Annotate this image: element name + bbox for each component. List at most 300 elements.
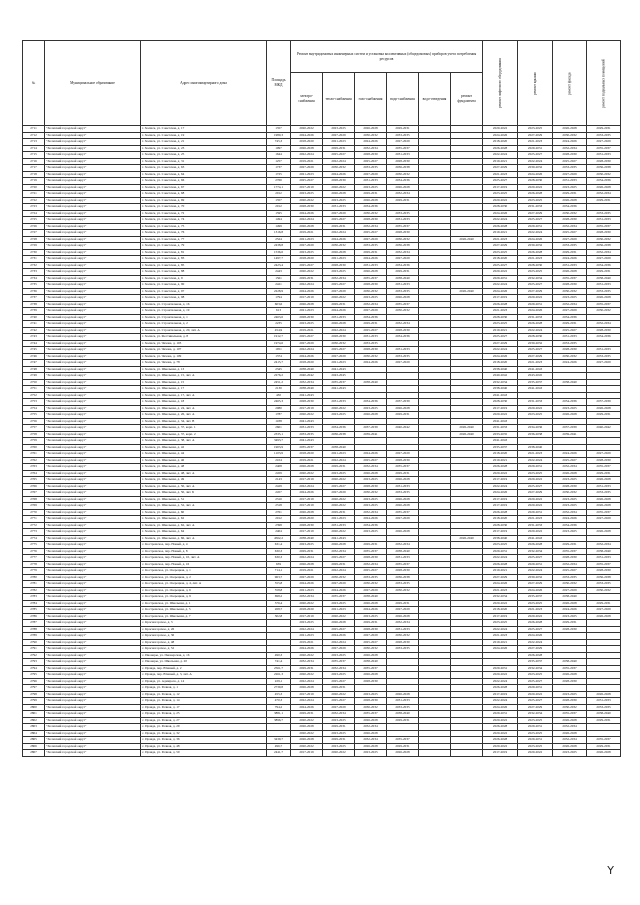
table-cell: 2022-2024 bbox=[518, 327, 553, 334]
table-cell: 2039-2041 bbox=[355, 431, 387, 438]
table-cell: г. Холмск, ул. Школьная, д. 17 bbox=[141, 386, 267, 393]
table-cell: 2031-2033 bbox=[387, 217, 419, 224]
table-cell: 2024-2026 bbox=[323, 587, 355, 594]
table-cell: 2025-2027 bbox=[355, 639, 387, 646]
table-cell: 2029-2031 bbox=[323, 145, 355, 152]
table-cell: 2023-2025 bbox=[518, 126, 553, 133]
table-cell: 2038-2040 bbox=[518, 444, 553, 451]
table-cell: "Холмский городской округ" bbox=[45, 503, 141, 510]
table-cell: 2041-2043 bbox=[323, 386, 355, 393]
table-cell: 2019-2021 bbox=[291, 568, 323, 575]
table-cell: 2029-2031 bbox=[387, 269, 419, 276]
table-cell: 2023-2025 bbox=[323, 269, 355, 276]
table-cell: 2033-2035 bbox=[387, 132, 419, 139]
table-cell: с. Правда, ул. Речная, д. 29 bbox=[141, 724, 267, 731]
table-cell: 2020-2022 bbox=[483, 600, 518, 607]
table-cell: 2032-2034 bbox=[387, 191, 419, 198]
table-cell: "Холмский городской округ" bbox=[45, 594, 141, 601]
table-cell: 2747 bbox=[23, 360, 45, 367]
table-cell: 2031-2033 bbox=[323, 399, 355, 406]
table-cell: 2033-2035 bbox=[587, 704, 621, 711]
table-cell: 2028-2030 bbox=[387, 327, 419, 334]
table-cell: 2030-2032 bbox=[387, 633, 419, 640]
table-cell: 2021-2023 bbox=[483, 587, 518, 594]
table-cell: 2463,6 bbox=[267, 314, 291, 321]
table-cell: 2017-2019 bbox=[483, 750, 518, 757]
table-cell: 2026-2028 bbox=[291, 464, 323, 471]
table-cell: 2023-2025 bbox=[518, 717, 553, 724]
table-cell: "Холмский городской округ" bbox=[45, 145, 141, 152]
table-cell: 2019-2021 bbox=[483, 639, 518, 646]
table-cell: "Холмский городской округ" bbox=[45, 360, 141, 367]
table-cell: "Холмский городской округ" bbox=[45, 210, 141, 217]
table-cell: 794,2 bbox=[267, 704, 291, 711]
table-cell: 2787 bbox=[23, 620, 45, 627]
table-cell: г. Холмск, ул. Школьная, д. 15, лит. А bbox=[141, 373, 267, 380]
table-cell: г. Холмск, ул. Школьная, д. 15 bbox=[141, 379, 267, 386]
table-cell: "Холмский городской округ" bbox=[45, 626, 141, 633]
table-cell: 2797 bbox=[23, 685, 45, 692]
table-cell: г. Холмск, ул. Советская, д. 21 bbox=[141, 139, 267, 146]
table-cell: 2714 bbox=[23, 145, 45, 152]
table-cell: г. Холмск, ул. Советская, д. 83 bbox=[141, 256, 267, 263]
table-cell: 2031-2033 bbox=[387, 152, 419, 159]
table-cell: 2027-2029 bbox=[355, 587, 387, 594]
table-cell: 2024-2026 bbox=[483, 132, 518, 139]
table-cell: 2028-2030 bbox=[387, 568, 419, 575]
table-cell: 2033-2035 bbox=[587, 210, 621, 217]
table-cell: 2018-2020 bbox=[291, 607, 323, 614]
table-cell: 2018-2020 bbox=[483, 516, 518, 523]
table-cell: 2020-2022 bbox=[518, 496, 553, 503]
table-cell: 2025-2027 bbox=[483, 262, 518, 269]
table-cell: 2033-2035 bbox=[387, 581, 419, 588]
table-cell: 2038-2040 bbox=[387, 711, 419, 718]
table-cell: 2035-2037 bbox=[387, 509, 419, 516]
table-cell: 2021-2023 bbox=[291, 171, 323, 178]
table-cell: 2228,9 bbox=[267, 288, 291, 295]
table-cell: 2036-2038 bbox=[323, 431, 355, 438]
table-cell: 2021-2023 bbox=[518, 451, 553, 458]
table-cell: 2025-2027 bbox=[553, 230, 587, 237]
table-cell: 2025-2027 bbox=[518, 678, 553, 685]
table-cell: 2746 bbox=[23, 353, 45, 360]
table-cell: 2034-2036 bbox=[387, 262, 419, 269]
table-cell: 2720 bbox=[23, 184, 45, 191]
table-cell: 2028-2030 bbox=[355, 678, 387, 685]
table-cell: 2020-2022 bbox=[483, 717, 518, 724]
table-cell: 2032-2034 bbox=[587, 191, 621, 198]
table-cell: 2024-2026 bbox=[483, 490, 518, 497]
table-cell: "Холмский городской округ" bbox=[45, 444, 141, 451]
table-cell: 2020-2022 bbox=[323, 503, 355, 510]
table-cell: 2023-2025 bbox=[323, 600, 355, 607]
table-cell: 2031-2033 bbox=[387, 483, 419, 490]
table-cell: 2026-2028 bbox=[387, 529, 419, 536]
table-cell: 2017-2019 bbox=[291, 750, 323, 757]
table-cell: 2018-2020 bbox=[291, 451, 323, 458]
table-cell: 2027-2029 bbox=[291, 243, 323, 250]
table-cell: 2027-2029 bbox=[355, 633, 387, 640]
table-cell: 2024-2026 bbox=[323, 171, 355, 178]
table-cell: 2025-2027 bbox=[355, 327, 387, 334]
table-cell bbox=[419, 750, 451, 757]
table-cell: 2025-2027 bbox=[323, 678, 355, 685]
table-cell: 2310 bbox=[267, 496, 291, 503]
table-cell: 2031-2033 bbox=[587, 152, 621, 159]
table-cell: 2033-2035 bbox=[387, 490, 419, 497]
table-cell: 2025-2027 bbox=[291, 334, 323, 341]
table-cell: 2020-2022 bbox=[291, 269, 323, 276]
table-cell: г. Холмск, ул. Школьная, д. 64 bbox=[141, 529, 267, 536]
table-cell: 1494 bbox=[267, 217, 291, 224]
table-cell: 2024-2026 bbox=[355, 139, 387, 146]
table-cell: 2739,8 bbox=[267, 685, 291, 692]
table-cell: 2028-2030 bbox=[291, 522, 323, 529]
table-cell: 2041-2043 bbox=[323, 366, 355, 373]
table-cell: 2028-2030 bbox=[355, 152, 387, 159]
table-cell: 1595 bbox=[267, 210, 291, 217]
header-sewer: водо-отведения bbox=[419, 73, 451, 126]
table-cell: 2726 bbox=[23, 223, 45, 230]
table-cell: 2790 bbox=[23, 639, 45, 646]
table-cell: 2451,2 bbox=[267, 379, 291, 386]
table-cell: 2020-2022 bbox=[483, 269, 518, 276]
table-cell: 2032-2034 bbox=[553, 724, 587, 731]
table-cell: 2026-2040 bbox=[451, 431, 483, 438]
table-cell: 2032-2034 bbox=[387, 321, 419, 328]
table-cell: 2021-2023 bbox=[518, 607, 553, 614]
table-cell: 1103,9 bbox=[267, 451, 291, 458]
table-cell: 2026-2028 bbox=[387, 477, 419, 484]
table-cell: 2038-2040 bbox=[483, 535, 518, 542]
table-cell: 2020-2022 bbox=[323, 496, 355, 503]
table-cell: 2345 bbox=[267, 366, 291, 373]
table-cell: 1497,7 bbox=[267, 256, 291, 263]
table-cell: "Холмский городской округ" bbox=[45, 535, 141, 542]
table-cell: "Холмский городской округ" bbox=[45, 574, 141, 581]
table-cell: 2758 bbox=[23, 431, 45, 438]
table-cell: 2020-2022 bbox=[291, 652, 323, 659]
table-cell: 2024-2026 bbox=[291, 353, 323, 360]
table-cell: 2763 bbox=[23, 464, 45, 471]
table-cell: 2035-2037 bbox=[587, 464, 621, 471]
table-cell: 2032-2034 bbox=[553, 223, 587, 230]
table-cell: 2038-2040 bbox=[291, 366, 323, 373]
table-cell: "Холмский городской округ" bbox=[45, 633, 141, 640]
table-cell: 2017-2019 bbox=[483, 295, 518, 302]
table-cell: 2028-2030 bbox=[483, 204, 518, 211]
table-cell: 2026-2040 bbox=[451, 236, 483, 243]
table-cell: 2031-2033 bbox=[553, 262, 587, 269]
table-cell: 2026-2028 bbox=[387, 295, 419, 302]
table-cell: 2019-2021 bbox=[291, 327, 323, 334]
table-cell: г. Холмск, ул. Школьная, д. 60 bbox=[141, 509, 267, 516]
table-cell: г. Холмск, ул. Строительная, д. 16 bbox=[141, 301, 267, 308]
table-cell: 2025-2027 bbox=[553, 158, 587, 165]
table-cell: 2028-2030 bbox=[518, 178, 553, 185]
table-cell: 2019-2021 bbox=[291, 639, 323, 646]
table-cell: "Холмский городской округ" bbox=[45, 522, 141, 529]
table-cell: 2749 bbox=[23, 373, 45, 380]
table-cell: "Холмский городской округ" bbox=[45, 483, 141, 490]
table-cell: 2035-2037 bbox=[387, 464, 419, 471]
table-cell: 2028-2030 bbox=[291, 314, 323, 321]
table-cell: 2019-2021 bbox=[291, 457, 323, 464]
table-cell: 2029-2031 bbox=[323, 724, 355, 731]
table-cell: 1188 bbox=[267, 418, 291, 425]
table-cell: "Холмский городской округ" bbox=[45, 542, 141, 549]
table-cell: 2032-2034 bbox=[355, 561, 387, 568]
header-municipality: Муниципальное образование bbox=[45, 41, 141, 126]
table-cell: г. Холмск, ул. Советская, д. 77 bbox=[141, 236, 267, 243]
table-cell: 2019-2021 bbox=[291, 230, 323, 237]
table-cell: 2027-2029 bbox=[553, 587, 587, 594]
table-cell: 2024-2026 bbox=[553, 139, 587, 146]
table-cell: 2038-2040 bbox=[483, 386, 518, 393]
table-cell: 2029-2031 bbox=[483, 275, 518, 282]
table-cell: "Холмский городской округ" bbox=[45, 613, 141, 620]
table-cell: 2038-2040 bbox=[553, 594, 587, 601]
table-cell: 2023-2025 bbox=[323, 197, 355, 204]
table-cell: 2029-2031 bbox=[291, 711, 323, 718]
table-cell: 2024-2026 bbox=[518, 236, 553, 243]
table-cell: 698,2 bbox=[267, 594, 291, 601]
table-cell: 2017-2019 bbox=[291, 477, 323, 484]
table-cell: 2030-2032 bbox=[587, 171, 621, 178]
table-cell: 2023-2025 bbox=[291, 249, 323, 256]
table-cell: 2021-2023 bbox=[483, 171, 518, 178]
table-cell: 2029-2031 bbox=[518, 685, 553, 692]
table-cell: 2024-2026 bbox=[291, 210, 323, 217]
header-facade: ремонт фасада bbox=[553, 41, 587, 126]
table-cell: 2030-2032 bbox=[355, 210, 387, 217]
table-cell: 2022-2024 bbox=[323, 457, 355, 464]
table-cell: 2027-2029 bbox=[518, 288, 553, 295]
table-cell: 2793 bbox=[23, 659, 45, 666]
table-cell: 555,8 bbox=[267, 581, 291, 588]
table-cell: 2035-2037 bbox=[355, 548, 387, 555]
table-cell: 2732 bbox=[23, 262, 45, 269]
table-cell: 2020-2022 bbox=[323, 405, 355, 412]
table-cell: 2017-2019 bbox=[291, 405, 323, 412]
table-cell: 2026-2028 bbox=[323, 620, 355, 627]
table-cell: 2033-2035 bbox=[355, 165, 387, 172]
table-cell: 2020-2022 bbox=[291, 672, 323, 679]
table-cell: 2022-2024 bbox=[291, 678, 323, 685]
table-cell: 2023-2025 bbox=[518, 600, 553, 607]
table-cell: 2022-2024 bbox=[291, 347, 323, 354]
table-cell: 2035-2037 bbox=[587, 561, 621, 568]
table-cell: "Холмский городской округ" bbox=[45, 691, 141, 698]
table-cell: 2024-2026 bbox=[355, 256, 387, 263]
table-cell: 2031-2033 bbox=[587, 555, 621, 562]
table-cell: 2027-2029 bbox=[483, 340, 518, 347]
table-cell: 2020-2022 bbox=[483, 470, 518, 477]
table-cell: "Холмский городской округ" bbox=[45, 457, 141, 464]
table-cell: 2020-2022 bbox=[323, 613, 355, 620]
table-cell: 2029-2031 bbox=[323, 509, 355, 516]
table-cell: 2038-2040 bbox=[553, 659, 587, 666]
table-cell: с. Красногорское, д. 52 bbox=[141, 646, 267, 653]
table-cell: 2028-2030 bbox=[323, 178, 355, 185]
table-cell: 2765 bbox=[23, 477, 45, 484]
table-cell: с. Правда, ул. Речная, д. 27 bbox=[141, 717, 267, 724]
table-cell: 2029-2031 bbox=[553, 542, 587, 549]
table-cell: 2524 bbox=[267, 236, 291, 243]
table-cell: г. Холмск, ул. Чехова, д. 107 bbox=[141, 347, 267, 354]
table-cell: 2032-2034 bbox=[323, 665, 355, 672]
table-cell: 2018-2020 bbox=[483, 256, 518, 263]
table-cell: 2021-2023 bbox=[291, 236, 323, 243]
table-cell: 3881,1 bbox=[267, 711, 291, 718]
table-cell: 2719 bbox=[23, 178, 45, 185]
table-cell: 4562,2 bbox=[267, 535, 291, 542]
table-cell: 2023-2025 bbox=[518, 197, 553, 204]
table-cell: 2031-2033 bbox=[518, 399, 553, 406]
table-cell: 2771 bbox=[23, 516, 45, 523]
table-cell: 2012 bbox=[267, 191, 291, 198]
table-cell: 2711 bbox=[23, 126, 45, 133]
table-cell: 2022-2024 bbox=[323, 230, 355, 237]
table-cell: 2020-2022 bbox=[323, 691, 355, 698]
table-cell: 2012 bbox=[267, 204, 291, 211]
table-cell: 2017-2019 bbox=[483, 503, 518, 510]
table-cell: 2026-2028 bbox=[587, 477, 621, 484]
table-cell: 2026-2028 bbox=[355, 412, 387, 419]
table-cell: 2780 bbox=[23, 574, 45, 581]
table-cell: 2027-2029 bbox=[291, 340, 323, 347]
table-cell: "Холмский городской округ" bbox=[45, 509, 141, 516]
table-cell: 2028-2030 bbox=[355, 555, 387, 562]
table-cell: 2027-2029 bbox=[553, 236, 587, 243]
table-cell: "Холмский городской округ" bbox=[45, 665, 141, 672]
table-cell: с. Правда, ул. Речная, д. 17 bbox=[141, 704, 267, 711]
table-cell: 2025-2027 bbox=[355, 568, 387, 575]
table-cell: 2029-2031 bbox=[323, 223, 355, 230]
table-cell: 1097 bbox=[267, 145, 291, 152]
table-cell: 2031-2033 bbox=[387, 282, 419, 289]
table-cell: 2031-2033 bbox=[587, 698, 621, 705]
table-cell: 2021-2023 bbox=[291, 587, 323, 594]
table-cell: 2027-2029 bbox=[291, 165, 323, 172]
table-cell: "Холмский городской округ" bbox=[45, 275, 141, 282]
table-cell: г. Холмск, ул. Советская, д. 72 bbox=[141, 210, 267, 217]
table-cell: 2754 bbox=[23, 405, 45, 412]
table-cell: г. Холмск, ул. Советская, д. 19 bbox=[141, 132, 267, 139]
table-cell: 2737 bbox=[23, 295, 45, 302]
table-cell: "Холмский городской округ" bbox=[45, 334, 141, 341]
table-cell: 2028-2030 bbox=[587, 230, 621, 237]
table-cell: г. Холмск, ул. Школьная, д. 49 bbox=[141, 477, 267, 484]
table-cell: 2020-2022 bbox=[518, 750, 553, 757]
table-cell: 2032-2034 bbox=[355, 464, 387, 471]
table-cell: 2031-2033 bbox=[291, 425, 323, 432]
table-cell: "Холмский городской округ" bbox=[45, 477, 141, 484]
table-cell: 430 bbox=[267, 392, 291, 399]
table-cell: 2019-2021 bbox=[483, 230, 518, 237]
table-cell: 2019-2021 bbox=[291, 158, 323, 165]
table-cell: г. Холмск, ул. Школьная, д. 52, лит. А bbox=[141, 503, 267, 510]
table-cell: 2018-2020 bbox=[483, 451, 518, 458]
table-cell: 2736 bbox=[23, 288, 45, 295]
table-cell: 2276,2 bbox=[267, 373, 291, 380]
table-cell: 470,3 bbox=[267, 698, 291, 705]
table-cell: 2026-2028 bbox=[587, 503, 621, 510]
table-cell: 2717 bbox=[23, 165, 45, 172]
table-cell: 2026-2028 bbox=[291, 301, 323, 308]
table-cell: 2712 bbox=[23, 132, 45, 139]
table-cell: 2026-2028 bbox=[553, 717, 587, 724]
table-cell: 2029-2031 bbox=[553, 620, 587, 627]
table-cell: 2018-2020 bbox=[291, 516, 323, 523]
table-cell: 2026-2028 bbox=[553, 197, 587, 204]
table-cell: 268,7 bbox=[267, 607, 291, 614]
table-cell: 2036-2038 bbox=[587, 243, 621, 250]
table-cell: 1561 bbox=[267, 275, 291, 282]
table-cell: 2026-2028 bbox=[553, 672, 587, 679]
table-cell: 2028-2030 bbox=[553, 152, 587, 159]
table-cell: 2029-2031 bbox=[323, 561, 355, 568]
table-cell: 2029-2031 bbox=[518, 145, 553, 152]
table-cell: 2035-2037 bbox=[518, 659, 553, 666]
table-cell: 2030-2032 bbox=[387, 587, 419, 594]
table-cell: 2025-2027 bbox=[553, 568, 587, 575]
table-cell: 2023-2025 bbox=[323, 652, 355, 659]
table-cell: 2030-2032 bbox=[518, 165, 553, 172]
table-cell: г. Холмск, ул. Советская, д. 17 bbox=[141, 126, 267, 133]
table-cell: с. Правда, ул. Речная, д. 48 bbox=[141, 743, 267, 750]
table-cell: 2724 bbox=[23, 210, 45, 217]
table-cell: 2024-2026 bbox=[291, 288, 323, 295]
table-cell: 2027-2029 bbox=[387, 451, 419, 458]
table-cell: 1499 bbox=[267, 223, 291, 230]
table-cell: 2030-2032 bbox=[355, 288, 387, 295]
table-cell: 2029-2031 bbox=[587, 197, 621, 204]
table-cell: с. Костромское, пер. Новый, д. 10, лит. А bbox=[141, 555, 267, 562]
table-cell: 2023-2025 bbox=[355, 477, 387, 484]
table-cell: с. Костромское, ул. Озерецкая, д. 6 bbox=[141, 587, 267, 594]
table-cell: 2027-2029 bbox=[387, 516, 419, 523]
table-cell: 2023-2025 bbox=[355, 613, 387, 620]
table-cell: 2026-2028 bbox=[587, 691, 621, 698]
table-cell: 2024-2026 bbox=[355, 451, 387, 458]
table-cell: 2021-2023 bbox=[518, 516, 553, 523]
table-cell: 2023-2025 bbox=[518, 743, 553, 750]
table-cell: с. Костромское, ул. Озерецкая, д. 4, лит. А bbox=[141, 581, 267, 588]
table-cell: 2768 bbox=[23, 496, 45, 503]
table-cell: 2028-2030 bbox=[355, 217, 387, 224]
table-cell: 2029-2031 bbox=[323, 685, 355, 692]
table-cell: 2027-2029 bbox=[518, 704, 553, 711]
table-cell: 2028-2030 bbox=[355, 626, 387, 633]
table-cell: 2038-2040 bbox=[587, 275, 621, 282]
table-cell: 2026-2028 bbox=[483, 145, 518, 152]
table-cell: г. Холмск, ул. Советская, д. 81 bbox=[141, 249, 267, 256]
table-cell: 2025-2027 bbox=[518, 698, 553, 705]
table-cell: "Холмский городской округ" bbox=[45, 392, 141, 399]
table-cell: 2029-2031 bbox=[387, 743, 419, 750]
table-cell: 2035-2037 bbox=[291, 444, 323, 451]
table-cell: с. Костромское, ул. Школьная, д. 7 bbox=[141, 613, 267, 620]
table-cell: 2032-2034 bbox=[323, 275, 355, 282]
table-cell: 2023-2025 bbox=[355, 405, 387, 412]
table-cell: 2028-2030 bbox=[323, 334, 355, 341]
table-cell: 2776 bbox=[23, 548, 45, 555]
table-cell: 2773 bbox=[23, 529, 45, 536]
table-cell: 2022-2024 bbox=[518, 457, 553, 464]
table-cell: 2028-2030 bbox=[553, 483, 587, 490]
